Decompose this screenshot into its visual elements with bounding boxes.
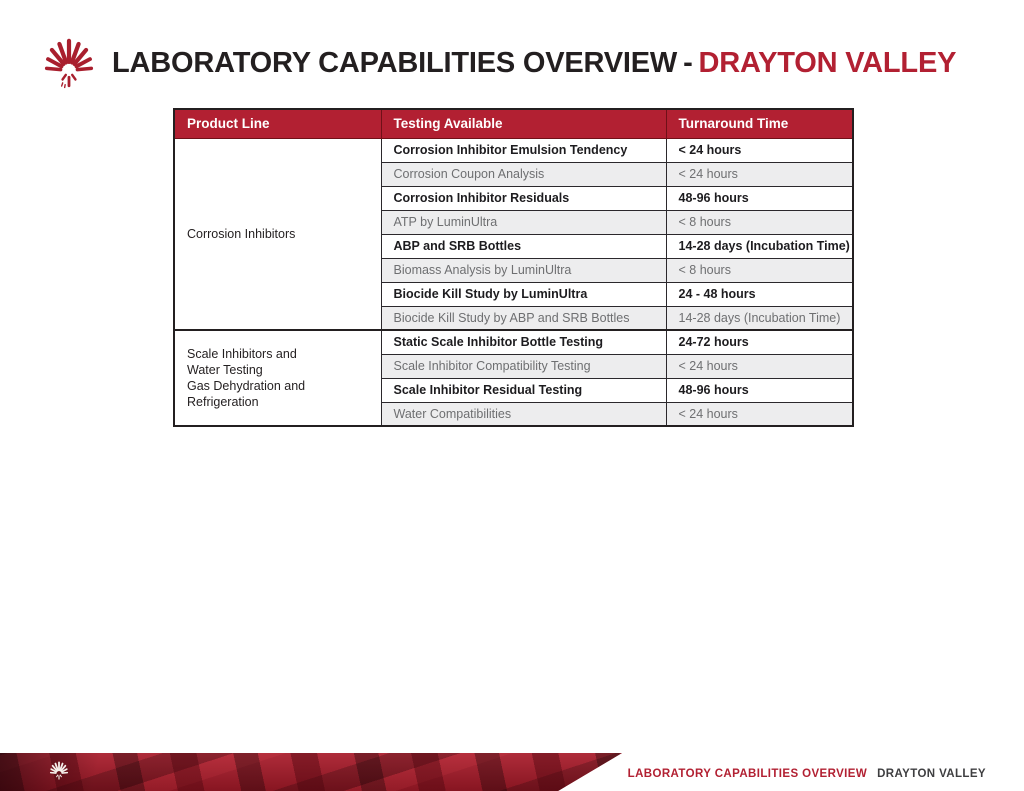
testing-cell: Static Scale Inhibitor Bottle Testing (381, 330, 666, 354)
testing-cell: ATP by LuminUltra (381, 210, 666, 234)
testing-cell: Corrosion Inhibitor Residuals (381, 186, 666, 210)
testing-cell: Water Compatibilities (381, 402, 666, 426)
page-title-separator: - (683, 47, 693, 79)
footer-band (0, 753, 622, 791)
column-header-testing-available: Testing Available (381, 109, 666, 138)
column-header-turnaround-time: Turnaround Time (666, 109, 853, 138)
turnaround-cell: 48-96 hours (666, 378, 853, 402)
testing-cell: Biomass Analysis by LuminUltra (381, 258, 666, 282)
page-title-main: LABORATORY CAPABILITIES OVERVIEW (112, 47, 678, 79)
column-header-product-line: Product Line (174, 109, 381, 138)
capabilities-table (173, 108, 854, 427)
table-header-row (174, 109, 853, 138)
turnaround-cell: 24-72 hours (666, 330, 853, 354)
table-body (174, 138, 853, 426)
product-line-text: Gas Dehydration and (187, 379, 306, 393)
maple-burst-logo-icon (34, 24, 104, 104)
table-row (174, 138, 853, 162)
maple-burst-logo-white-icon (46, 756, 72, 786)
testing-cell: Corrosion Inhibitor Emulsion Tendency (381, 138, 666, 162)
product-line-cell (174, 330, 381, 426)
table-header (174, 109, 853, 138)
product-line-text: Water Testing (187, 363, 263, 377)
testing-cell: Scale Inhibitor Compatibility Testing (381, 354, 666, 378)
testing-cell: ABP and SRB Bottles (381, 234, 666, 258)
product-line-text: Refrigeration (187, 395, 259, 409)
product-line-text: Scale Inhibitors and (187, 347, 297, 361)
testing-cell: Scale Inhibitor Residual Testing (381, 378, 666, 402)
turnaround-cell: 24 - 48 hours (666, 282, 853, 306)
footer-title: LABORATORY CAPABILITIES OVERVIEW (627, 768, 868, 780)
table-row (174, 330, 853, 354)
turnaround-cell: 14-28 days (Incubation Time) (666, 234, 853, 258)
footer-location: DRAYTON VALLEY (877, 768, 986, 780)
testing-cell: Biocide Kill Study by LuminUltra (381, 282, 666, 306)
turnaround-cell: 48-96 hours (666, 186, 853, 210)
testing-cell: Biocide Kill Study by ABP and SRB Bottles (381, 306, 666, 330)
page-title-location: DRAYTON VALLEY (698, 47, 957, 79)
turnaround-cell: < 24 hours (666, 354, 853, 378)
turnaround-cell: 14-28 days (Incubation Time) (666, 306, 853, 330)
testing-cell: Corrosion Coupon Analysis (381, 162, 666, 186)
turnaround-cell: < 24 hours (666, 138, 853, 162)
product-line-text: Corrosion Inhibitors (187, 226, 296, 241)
page-title (112, 47, 956, 80)
footer-caption (628, 768, 986, 780)
turnaround-cell: < 8 hours (666, 210, 853, 234)
product-line-cell (174, 138, 381, 330)
turnaround-cell: < 24 hours (666, 402, 853, 426)
turnaround-cell: < 24 hours (666, 162, 853, 186)
turnaround-cell: < 8 hours (666, 258, 853, 282)
